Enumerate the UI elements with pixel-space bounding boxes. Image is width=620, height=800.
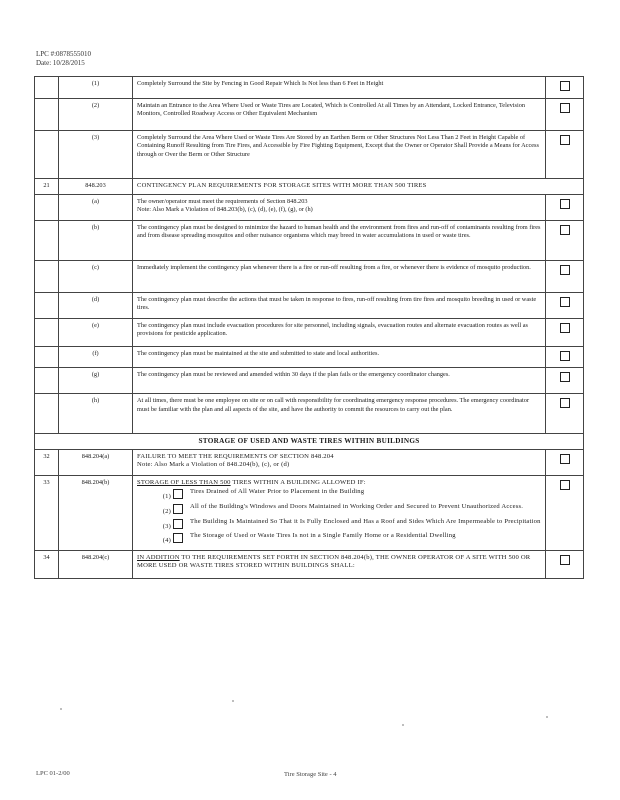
violation-checkbox-cell — [546, 77, 584, 99]
row-lead — [137, 479, 541, 488]
table-row — [35, 394, 584, 434]
row-text — [133, 449, 546, 475]
row-text: CONTINGENCY PLAN REQUIREMENTS FOR STORAGE SITES WITH MORE THAN 500 TIRES — [133, 178, 584, 194]
inspection-date: Date: 10/28/2015 — [36, 59, 85, 67]
table-row — [35, 318, 584, 346]
table-row — [35, 77, 584, 99]
violation-checkbox[interactable] — [560, 372, 570, 382]
row-text: Immediately implement the contingency plan whenever there is a fire or run-off resulting from a fire, or whenever there is evidence of mosquito production. — [133, 260, 546, 292]
scan-speck — [402, 724, 404, 726]
row-text — [133, 475, 546, 550]
violation-checkbox-cell — [546, 130, 584, 178]
violation-checkbox-cell — [546, 292, 584, 318]
row-reference: 848.203 — [59, 178, 133, 194]
row-lead-rest: TIRES WITHIN A BUILDING ALLOWED IF: — [230, 478, 366, 486]
table-row — [35, 475, 584, 550]
list-item — [137, 518, 541, 532]
row-text: At all times, there must be one employee on site or on call with responsibility for coordinating emergency response procedures. The emergency coordinator must be familiar with the plan and all aspects of the site, and have the authority to commit the resources to carry out the plan. — [133, 394, 546, 434]
row-reference: (g) — [59, 368, 133, 394]
lpc-number: LPC #:0878555010 — [36, 50, 92, 58]
item-marker: (2) — [162, 507, 171, 515]
row-reference: (3) — [59, 130, 133, 178]
table-row — [35, 220, 584, 260]
violation-checkbox[interactable] — [560, 103, 570, 113]
violation-checkbox[interactable] — [560, 555, 570, 565]
row-text: The contingency plan must be reviewed and amended within 30 days if the plan fails or the emergency coordinator changes. — [133, 368, 546, 394]
scan-speck — [60, 708, 62, 710]
list-item — [137, 532, 541, 546]
violation-checkbox-cell — [546, 194, 584, 220]
form-id: LPC 01-2/00 — [36, 770, 70, 777]
condition-checkbox[interactable] — [173, 519, 183, 529]
violation-checkbox[interactable] — [560, 265, 570, 275]
condition-checkbox[interactable] — [173, 533, 183, 543]
violation-checkbox-cell — [546, 368, 584, 394]
page-header — [36, 50, 91, 68]
violation-checkbox[interactable] — [560, 323, 570, 333]
scan-speck — [232, 700, 234, 702]
row-number — [35, 130, 59, 178]
row-lead-underlined: STORAGE OF LESS THAN 500 — [137, 478, 231, 486]
table-row — [35, 178, 584, 194]
row-number: 34 — [35, 550, 59, 578]
row-reference: (2) — [59, 98, 133, 130]
item-text: All of the Building's Windows and Doors Maintained in Working Order and Secured to Prevent Unauthorized Access. — [190, 502, 524, 510]
row-text: The contingency plan must include evacuation procedures for site personnel, including signals, evacuation routes and alternate evacuation routes as well as provisions for pesticide application. — [133, 318, 546, 346]
row-number — [35, 318, 59, 346]
row-reference: (f) — [59, 346, 133, 368]
item-marker: (3) — [162, 522, 171, 530]
table-row — [35, 368, 584, 394]
row-text: The contingency plan must be designed to minimize the hazard to human health and the environment from fires and run-off of contaminants resulting from fires and from disease spreading mosquitos and other nuisance organisms which may breed in water accumulations in used or waste tires. — [133, 220, 546, 260]
page-label: Tire Storage Site - 4 — [284, 771, 337, 778]
violation-checkbox-cell — [546, 318, 584, 346]
row-reference: (c) — [59, 260, 133, 292]
row-reference: 848.204(a) — [59, 449, 133, 475]
row-main-text: FAILURE TO MEET THE REQUIREMENTS OF SECTION 848.204 — [137, 452, 334, 460]
row-number — [35, 394, 59, 434]
row-number — [35, 77, 59, 99]
row-text: The contingency plan must be maintained at the site and submitted to state and local authorities. — [133, 346, 546, 368]
violation-checkbox-cell — [546, 220, 584, 260]
list-item — [137, 503, 541, 517]
row-reference: 848.204(b) — [59, 475, 133, 550]
table-row — [35, 98, 584, 130]
condition-checkbox[interactable] — [173, 504, 183, 514]
violation-checkbox[interactable] — [560, 81, 570, 91]
violation-checkbox[interactable] — [560, 135, 570, 145]
violation-checkbox-cell — [546, 449, 584, 475]
violation-checkbox[interactable] — [560, 199, 570, 209]
row-note: Note: Also Mark a Violation of 848.203(b), (c), (d), (e), (f), (g), or (h) — [137, 206, 313, 214]
row-text: Maintain an Entrance to the Area Where Used or Waste Tires are Located, Which is Controlled At all Times by an Attendant, Locked Entrance, Television Monitors, Controlled Roadway Access or Other Equivalent Mechanism — [133, 98, 546, 130]
condition-checkbox[interactable] — [173, 489, 183, 499]
violation-checkbox-cell — [546, 550, 584, 578]
row-number — [35, 260, 59, 292]
row-number — [35, 346, 59, 368]
section-title: STORAGE OF USED AND WASTE TIRES WITHIN BUILDINGS — [35, 434, 584, 450]
violation-checkbox-cell — [546, 475, 584, 550]
table-row — [35, 346, 584, 368]
row-number: 33 — [35, 475, 59, 550]
table-row — [35, 194, 584, 220]
row-number — [35, 368, 59, 394]
row-text: The contingency plan must describe the actions that must be taken in response to fires, run-off resulting from tire fires and mosquito breeding in used or waste tires. — [133, 292, 546, 318]
row-reference: (b) — [59, 220, 133, 260]
item-text: The Building Is Maintained So That it Is Fully Enclosed and Has a Roof and Sides Which Are Impermeable to Precipitation — [190, 517, 541, 525]
item-text: The Storage of Used or Waste Tires Is not in a Single Family Home or a Residential Dwelling — [190, 532, 456, 540]
item-marker: (4) — [162, 537, 171, 545]
row-text: Completely Surround the Area Where Used or Waste Tires Are Stored by an Earthen Berm or Other Structures Not Less Than 2 Feet in Height Capable of Containing Runoff Resulting from Tire Fires, and Accessible by Fire Fighting Equipment, Except that the Owner or Operator Shall Provide a Means for Access through or Over the Berm or Other Structure — [133, 130, 546, 178]
table-row — [35, 260, 584, 292]
row-number: 21 — [35, 178, 59, 194]
row-number — [35, 194, 59, 220]
violation-checkbox-cell — [546, 346, 584, 368]
violation-checkbox[interactable] — [560, 297, 570, 307]
row-number — [35, 220, 59, 260]
row-reference: (a) — [59, 194, 133, 220]
row-main-text: The owner/operator must meet the requirements of Section 848.203 — [137, 197, 308, 205]
inspection-checklist-table — [34, 76, 584, 579]
violation-checkbox[interactable] — [560, 398, 570, 408]
row-reference: (e) — [59, 318, 133, 346]
row-reference: (d) — [59, 292, 133, 318]
table-row — [35, 130, 584, 178]
row-reference: (1) — [59, 77, 133, 99]
table-row — [35, 292, 584, 318]
table-row — [35, 449, 584, 475]
row-text: Completely Surround the Site by Fencing in Good Repair Which Is Not less than 6 Feet in Height — [133, 77, 546, 99]
section-header-row — [35, 434, 584, 450]
row-main-text: TO THE REQUIREMENTS SET FORTH IN SECTION 848.204(b), THE OWNER OPERATOR OF A SITE WITH 500 OR MORE USED OR WASTE TIRES STORED WITHIN BUILDINGS SHALL: — [137, 553, 531, 570]
row-number — [35, 292, 59, 318]
item-text: Tires Drained of All Water Prior to Placement in the Building — [190, 488, 365, 496]
row-number: 32 — [35, 449, 59, 475]
violation-checkbox-cell — [546, 98, 584, 130]
scan-speck — [546, 716, 548, 718]
row-reference: 848.204(c) — [59, 550, 133, 578]
violation-checkbox-cell — [546, 394, 584, 434]
violation-checkbox[interactable] — [560, 480, 570, 490]
row-lead-underlined: IN ADDITION — [137, 553, 180, 561]
row-number — [35, 98, 59, 130]
condition-list — [137, 488, 541, 545]
table-row — [35, 550, 584, 578]
row-text — [133, 550, 546, 578]
list-item — [137, 488, 541, 502]
row-text — [133, 194, 546, 220]
row-note: Note: Also Mark a Violation of 848.204(b), (c), or (d) — [137, 461, 290, 469]
item-marker: (1) — [162, 493, 171, 501]
violation-checkbox[interactable] — [560, 351, 570, 361]
violation-checkbox-cell — [546, 260, 584, 292]
row-reference: (h) — [59, 394, 133, 434]
violation-checkbox[interactable] — [560, 454, 570, 464]
violation-checkbox[interactable] — [560, 225, 570, 235]
